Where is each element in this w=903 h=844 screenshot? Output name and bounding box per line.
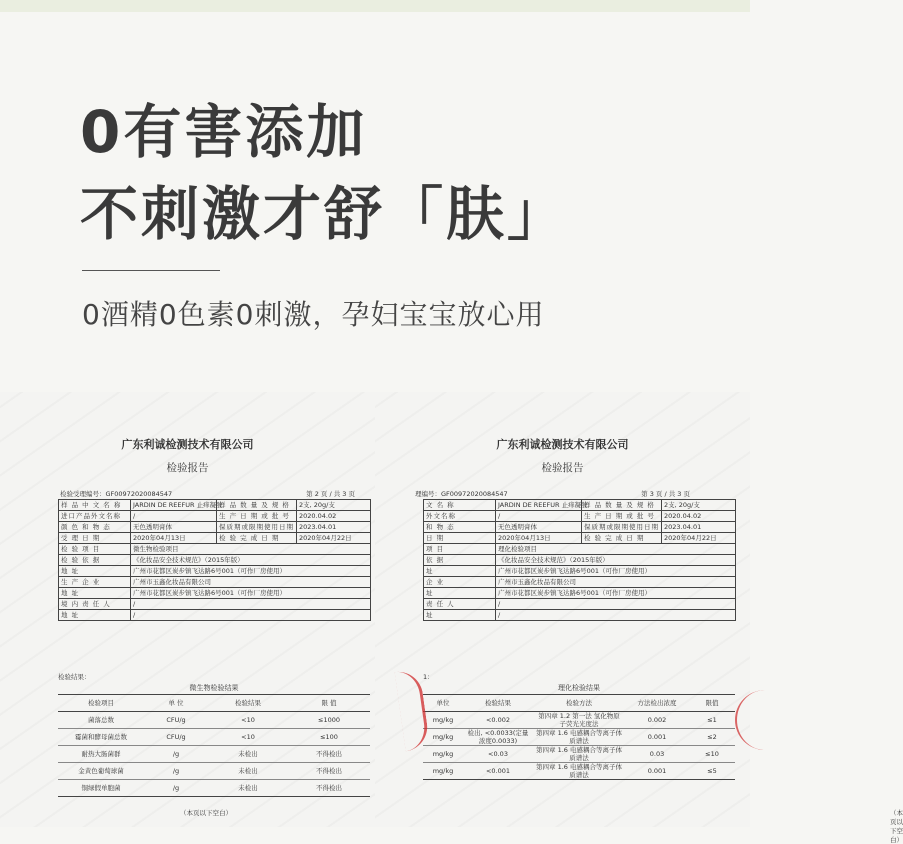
column-header: 单位 <box>423 695 463 712</box>
info-label: 样 品 数 量 及 规 格 <box>217 500 297 511</box>
column-header: 检验结果 <box>208 695 288 712</box>
table-cell: <10 <box>208 712 288 729</box>
info-row <box>424 500 736 511</box>
info-row <box>59 588 371 599</box>
sample-info-table <box>58 499 371 621</box>
table-cell: mg/kg <box>423 712 463 729</box>
info-value: 《化妆品安全技术规范》（2015年版） <box>131 555 371 566</box>
table-cell: ≤5 <box>689 763 735 780</box>
table-cell: <0.002 <box>463 712 533 729</box>
info-value: 《化妆品安全技术规范》（2015年版） <box>496 555 736 566</box>
table-cell: 0.002 <box>625 712 689 729</box>
info-label: 检 验 完 成 日 期 <box>217 533 297 544</box>
info-label: 址 <box>424 588 496 599</box>
info-value: 2支, 20g/支 <box>662 500 736 511</box>
subtitle: 0酒精0色素0刺激，孕妇宝宝放心用 <box>82 298 545 331</box>
table-row <box>58 712 370 729</box>
info-label: 址 <box>424 566 496 577</box>
info-value: / <box>131 511 217 522</box>
info-value: 2020年04月13日 <box>496 533 582 544</box>
info-value: / <box>131 610 371 621</box>
info-label: 责 任 人 <box>424 599 496 610</box>
headline-line1: 0有害添加 <box>80 98 368 166</box>
report-title: 检验报告 <box>541 462 584 474</box>
table-cell: 第四章 1.6 电感耦合等离子体质谱法 <box>533 746 625 763</box>
info-label: 保质期或限期使用日期 <box>217 522 297 533</box>
info-label: 样 品 数 量 及 规 格 <box>582 500 662 511</box>
info-value: 广州市花都区炭步镇飞达路6号001（可作厂房使用） <box>131 588 371 599</box>
info-label: 受 理 日 期 <box>59 533 131 544</box>
table-cell: 耐热大肠菌群 <box>58 746 144 763</box>
table-cell: /g <box>144 780 208 797</box>
sample-info-table <box>423 499 736 621</box>
info-label: 日 期 <box>424 533 496 544</box>
table-row <box>423 729 735 746</box>
table-row <box>423 763 735 780</box>
info-value: 2023.04.01 <box>297 522 371 533</box>
info-row <box>424 522 736 533</box>
table-cell: 金黄色葡萄球菌 <box>58 763 144 780</box>
table-cell: mg/kg <box>423 746 463 763</box>
info-row <box>424 588 736 599</box>
info-label: 地 址 <box>59 610 131 621</box>
table-cell: /g <box>144 763 208 780</box>
info-label: 依 据 <box>424 555 496 566</box>
table-cell: <10 <box>208 729 288 746</box>
info-value: / <box>131 599 371 610</box>
column-header: 检验项目 <box>58 695 144 712</box>
results-label: 检验结果： <box>58 673 91 681</box>
info-row <box>424 511 736 522</box>
info-label: 生 产 日 期 或 批 号 <box>582 511 662 522</box>
info-label: 进口产品外文名称 <box>59 511 131 522</box>
info-value: JARDIN DE REEFUR 止痒凝胶 <box>131 500 217 511</box>
info-row <box>424 533 736 544</box>
table-cell: 检出, <0.0033(定量浓度0.0033) <box>463 729 533 746</box>
info-label: 文 名 称 <box>424 500 496 511</box>
info-value: 2支, 20g/支 <box>297 500 371 511</box>
table-cell: 第四章 1.6 电感耦合等离子体质谱法 <box>533 729 625 746</box>
info-value: 2023.04.01 <box>662 522 736 533</box>
info-label: 地 址 <box>59 588 131 599</box>
divider <box>82 270 220 271</box>
info-value: 2020年04月22日 <box>662 533 736 544</box>
table-caption-row <box>423 682 735 695</box>
blank-below-note: （本页以下空白） <box>180 809 232 817</box>
info-row <box>424 555 736 566</box>
table-caption: 微生物检验结果 <box>58 682 370 695</box>
info-value: 广州市玉鑫化妆品有限公司 <box>496 577 736 588</box>
report-page: 第 2 页 / 共 3 页 <box>306 490 355 498</box>
info-label: 生 产 企 业 <box>59 577 131 588</box>
info-value: 无色透明膏体 <box>131 522 217 533</box>
table-cell: 0.001 <box>625 763 689 780</box>
info-value: 广州市花都区炭步镇飞达路6号001（可作厂房使用） <box>496 566 736 577</box>
report-title: 检验报告 <box>166 462 209 474</box>
table-row <box>58 729 370 746</box>
info-label: 颜 色 和 物 态 <box>59 522 131 533</box>
table-caption-row <box>58 682 370 695</box>
results-label: 1： <box>423 673 434 681</box>
info-label: 样 品 中 文 名 称 <box>59 500 131 511</box>
table-cell: CFU/g <box>144 712 208 729</box>
report-number: 检验受理编号：GF00972020084547 <box>60 490 173 498</box>
table-row <box>423 746 735 763</box>
table-caption: 理化检验结果 <box>423 682 735 695</box>
info-row <box>59 544 371 555</box>
table-cell: mg/kg <box>423 729 463 746</box>
info-label: 生 产 日 期 或 批 号 <box>217 511 297 522</box>
table-cell: 未检出 <box>208 763 288 780</box>
table-cell: 菌落总数 <box>58 712 144 729</box>
info-value: 广州市花都区炭步镇飞达路6号001（可作厂房使用） <box>496 588 736 599</box>
info-row <box>59 511 371 522</box>
table-cell: <0.001 <box>463 763 533 780</box>
table-cell: mg/kg <box>423 763 463 780</box>
info-value: / <box>496 599 736 610</box>
table-cell: 不得检出 <box>288 780 370 797</box>
info-value: 2020年04月13日 <box>131 533 217 544</box>
table-cell: ≤2 <box>689 729 735 746</box>
info-row <box>59 566 371 577</box>
table-row <box>58 763 370 780</box>
info-label: 保质期或限期使用日期 <box>582 522 662 533</box>
table-cell: 不得检出 <box>288 763 370 780</box>
table-cell: 0.03 <box>625 746 689 763</box>
info-label: 外文名称 <box>424 511 496 522</box>
info-value: JARDIN DE REEFUR 止痒凝胶 <box>496 500 582 511</box>
report-company: 广东利诚检测技术有限公司 <box>496 438 629 451</box>
table-cell: 第四章 1.6 电感耦合等离子体质谱法 <box>533 763 625 780</box>
table-cell: 霉菌和酵母菌总数 <box>58 729 144 746</box>
info-row <box>59 610 371 621</box>
microbial-results-table <box>58 682 370 797</box>
table-cell: 铜绿假单胞菌 <box>58 780 144 797</box>
info-row <box>424 544 736 555</box>
info-value: 2020.04.02 <box>662 511 736 522</box>
info-label: 址 <box>424 610 496 621</box>
info-value: 广州市玉鑫化妆品有限公司 <box>131 577 371 588</box>
info-row <box>424 566 736 577</box>
info-row <box>59 577 371 588</box>
column-header: 限 值 <box>288 695 370 712</box>
info-label: 企 业 <box>424 577 496 588</box>
column-header: 限值 <box>689 695 735 712</box>
column-header: 单 位 <box>144 695 208 712</box>
info-row <box>59 599 371 610</box>
info-value: 理化检验项目 <box>496 544 736 555</box>
info-value: 广州市花都区炭步镇飞达路6号001（可作厂房使用） <box>131 566 371 577</box>
table-row <box>58 746 370 763</box>
info-row <box>59 522 371 533</box>
test-report-right <box>375 392 903 844</box>
table-cell: 未检出 <box>208 780 288 797</box>
info-value: 微生物检验项目 <box>131 544 371 555</box>
info-row <box>424 599 736 610</box>
top-strip <box>0 0 750 12</box>
table-cell: 0.001 <box>625 729 689 746</box>
table-row <box>58 780 370 797</box>
info-label: 检 验 完 成 日 期 <box>582 533 662 544</box>
info-label: 项 目 <box>424 544 496 555</box>
table-row <box>423 712 735 729</box>
physicochemical-results-table <box>423 682 735 780</box>
table-cell: ≤10 <box>689 746 735 763</box>
info-row <box>59 533 371 544</box>
info-row <box>59 500 371 511</box>
table-cell: ≤100 <box>288 729 370 746</box>
info-label: 境 内 责 任 人 <box>59 599 131 610</box>
info-label: 检 验 依 据 <box>59 555 131 566</box>
column-header: 检验结果 <box>463 695 533 712</box>
table-header-row <box>58 695 370 712</box>
table-cell: 第四章 1.2 第一法 氢化物原子荧光光度法 <box>533 712 625 729</box>
info-value: / <box>496 511 582 522</box>
info-label: 地 址 <box>59 566 131 577</box>
table-cell: 不得检出 <box>288 746 370 763</box>
table-cell: <0.03 <box>463 746 533 763</box>
info-value: 2020.04.02 <box>297 511 371 522</box>
column-header: 检验方法 <box>533 695 625 712</box>
info-label: 和 物 态 <box>424 522 496 533</box>
table-cell: 未检出 <box>208 746 288 763</box>
info-row <box>424 610 736 621</box>
info-label: 检 验 项 目 <box>59 544 131 555</box>
info-value: 无色透明膏体 <box>496 522 582 533</box>
info-value: 2020年04月22日 <box>297 533 371 544</box>
test-report-left <box>0 392 375 827</box>
report-page: 第 3 页 / 共 3 页 <box>641 490 690 498</box>
test-report-area <box>0 392 903 844</box>
headline-line2: 不刺激才舒「肤」 <box>80 180 569 248</box>
table-cell: /g <box>144 746 208 763</box>
report-company: 广东利诚检测技术有限公司 <box>121 438 254 451</box>
info-row <box>424 577 736 588</box>
info-value: / <box>496 610 736 621</box>
table-cell: ≤1000 <box>288 712 370 729</box>
table-cell: ≤1 <box>689 712 735 729</box>
table-header-row <box>423 695 735 712</box>
column-header: 方法检出浓度 <box>625 695 689 712</box>
report-number: 理编号：GF00972020084547 <box>415 490 508 498</box>
info-row <box>59 555 371 566</box>
blank-below-note: （本页以下空白） <box>890 809 903 844</box>
table-cell: CFU/g <box>144 729 208 746</box>
